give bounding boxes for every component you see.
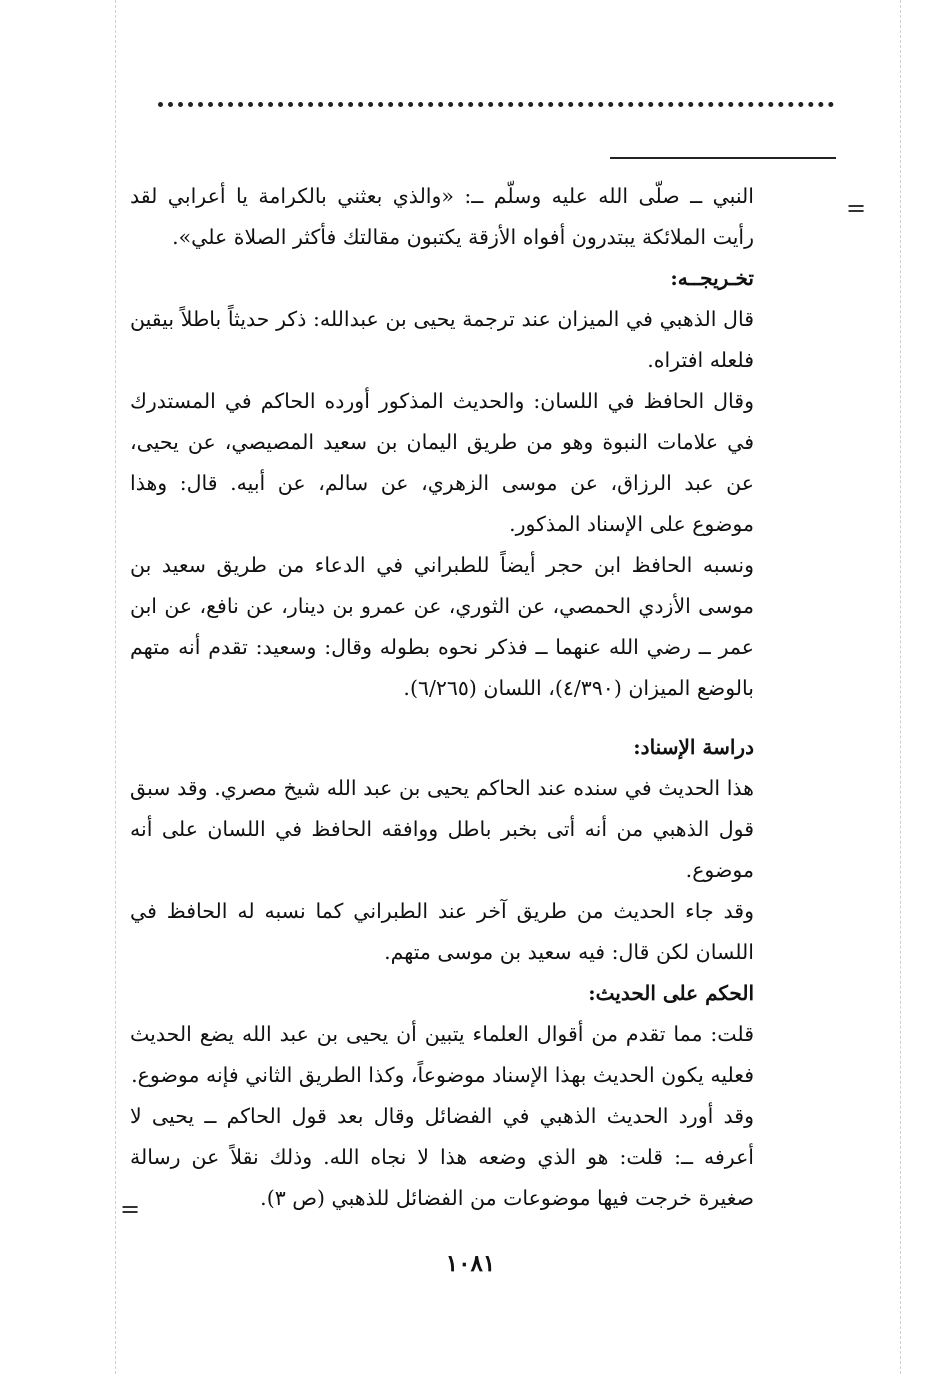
continuation-mark-bottom: = <box>120 1195 141 1223</box>
hukm-heading: الحكم على الحديث: <box>588 981 754 1005</box>
takhrij-paragraph-3: ونسبه الحافظ ابن حجر أيضاً للطبراني في الدعاء من طريق سعيد بن موسى الأزدي الحمصي، عن الثوري، عن عمرو بن دينار، عن نافع، عن ابن عمر ــ رضي الله عنهما ــ فذكر نحوه بطوله وقال: وسعيد: تقدم أنه متهم بالوضع الميزان (٤/٣٩٠)، اللسان (٦/٢٦٥). <box>130 553 754 700</box>
intro-paragraph: النبي ــ صلّى الله عليه وسلّم ــ: «والذي بعثني بالكرامة يا أعرابي لقد رأيت الملائكة يبتدرون أفواه الأزقة يكتبون مقالتك فأكثر الصلاة علي». <box>130 184 754 249</box>
main-text <box>130 176 754 1219</box>
continuation-mark-top: = <box>846 194 867 222</box>
takhrij-paragraph-1: قال الذهبي في الميزان عند ترجمة يحيى بن عبدالله: ذكر حديثاً باطلاً بيقين فلعله افتراه. <box>130 307 754 372</box>
takhrij-heading: تخـريجــه: <box>670 266 754 290</box>
isnad-heading: دراسة الإسناد: <box>633 735 754 759</box>
isnad-paragraph-1: هذا الحديث في سنده عند الحاكم يحيى بن عبد الله شيخ مصري. وقد سبق قول الذهبي من أنه أتى بخبر باطل ووافقه الحافظ في اللسان على أنه موضوع. <box>130 776 754 882</box>
hukm-paragraph-2: وقد أورد الحديث الذهبي في الفضائل وقال بعد قول الحاكم ــ يحيى لا أعرفه ــ: قلت: هو الذي وضعه هذا لا نجاه الله. وذلك نقلاً عن رسالة صغيرة خرجت فيها موضوعات من الفضائل للذهبي (ص ٣). <box>130 1104 754 1210</box>
hukm-paragraph-1: قلت: مما تقدم من أقوال العلماء يتبين أن يحيى بن عبد الله يضع الحديث فعليه يكون الحديث بهذا الإسناد موضوعاً، وكذا الطريق الثاني فإنه موضوع. <box>130 1022 754 1087</box>
page-number: ١٠٨١ <box>445 1250 496 1277</box>
dotted-separator <box>158 102 834 107</box>
footnote-rule <box>610 157 836 159</box>
scan-margin-line-left <box>115 0 116 1374</box>
isnad-paragraph-2: وقد جاء الحديث من طريق آخر عند الطبراني كما نسبه له الحافظ في اللسان لكن قال: فيه سعيد بن موسى متهم. <box>130 899 754 964</box>
scan-margin-line-right <box>900 0 901 1374</box>
takhrij-paragraph-2: وقال الحافظ في اللسان: والحديث المذكور أورده الحاكم في المستدرك في علامات النبوة وهو من طريق اليمان بن سعيد المصيصي، عن يحيى، عن عبد الرزاق، عن موسى الزهري، عن سالم، عن أبيه. قال: وهذا موضوع على الإسناد المذكور. <box>130 389 754 536</box>
